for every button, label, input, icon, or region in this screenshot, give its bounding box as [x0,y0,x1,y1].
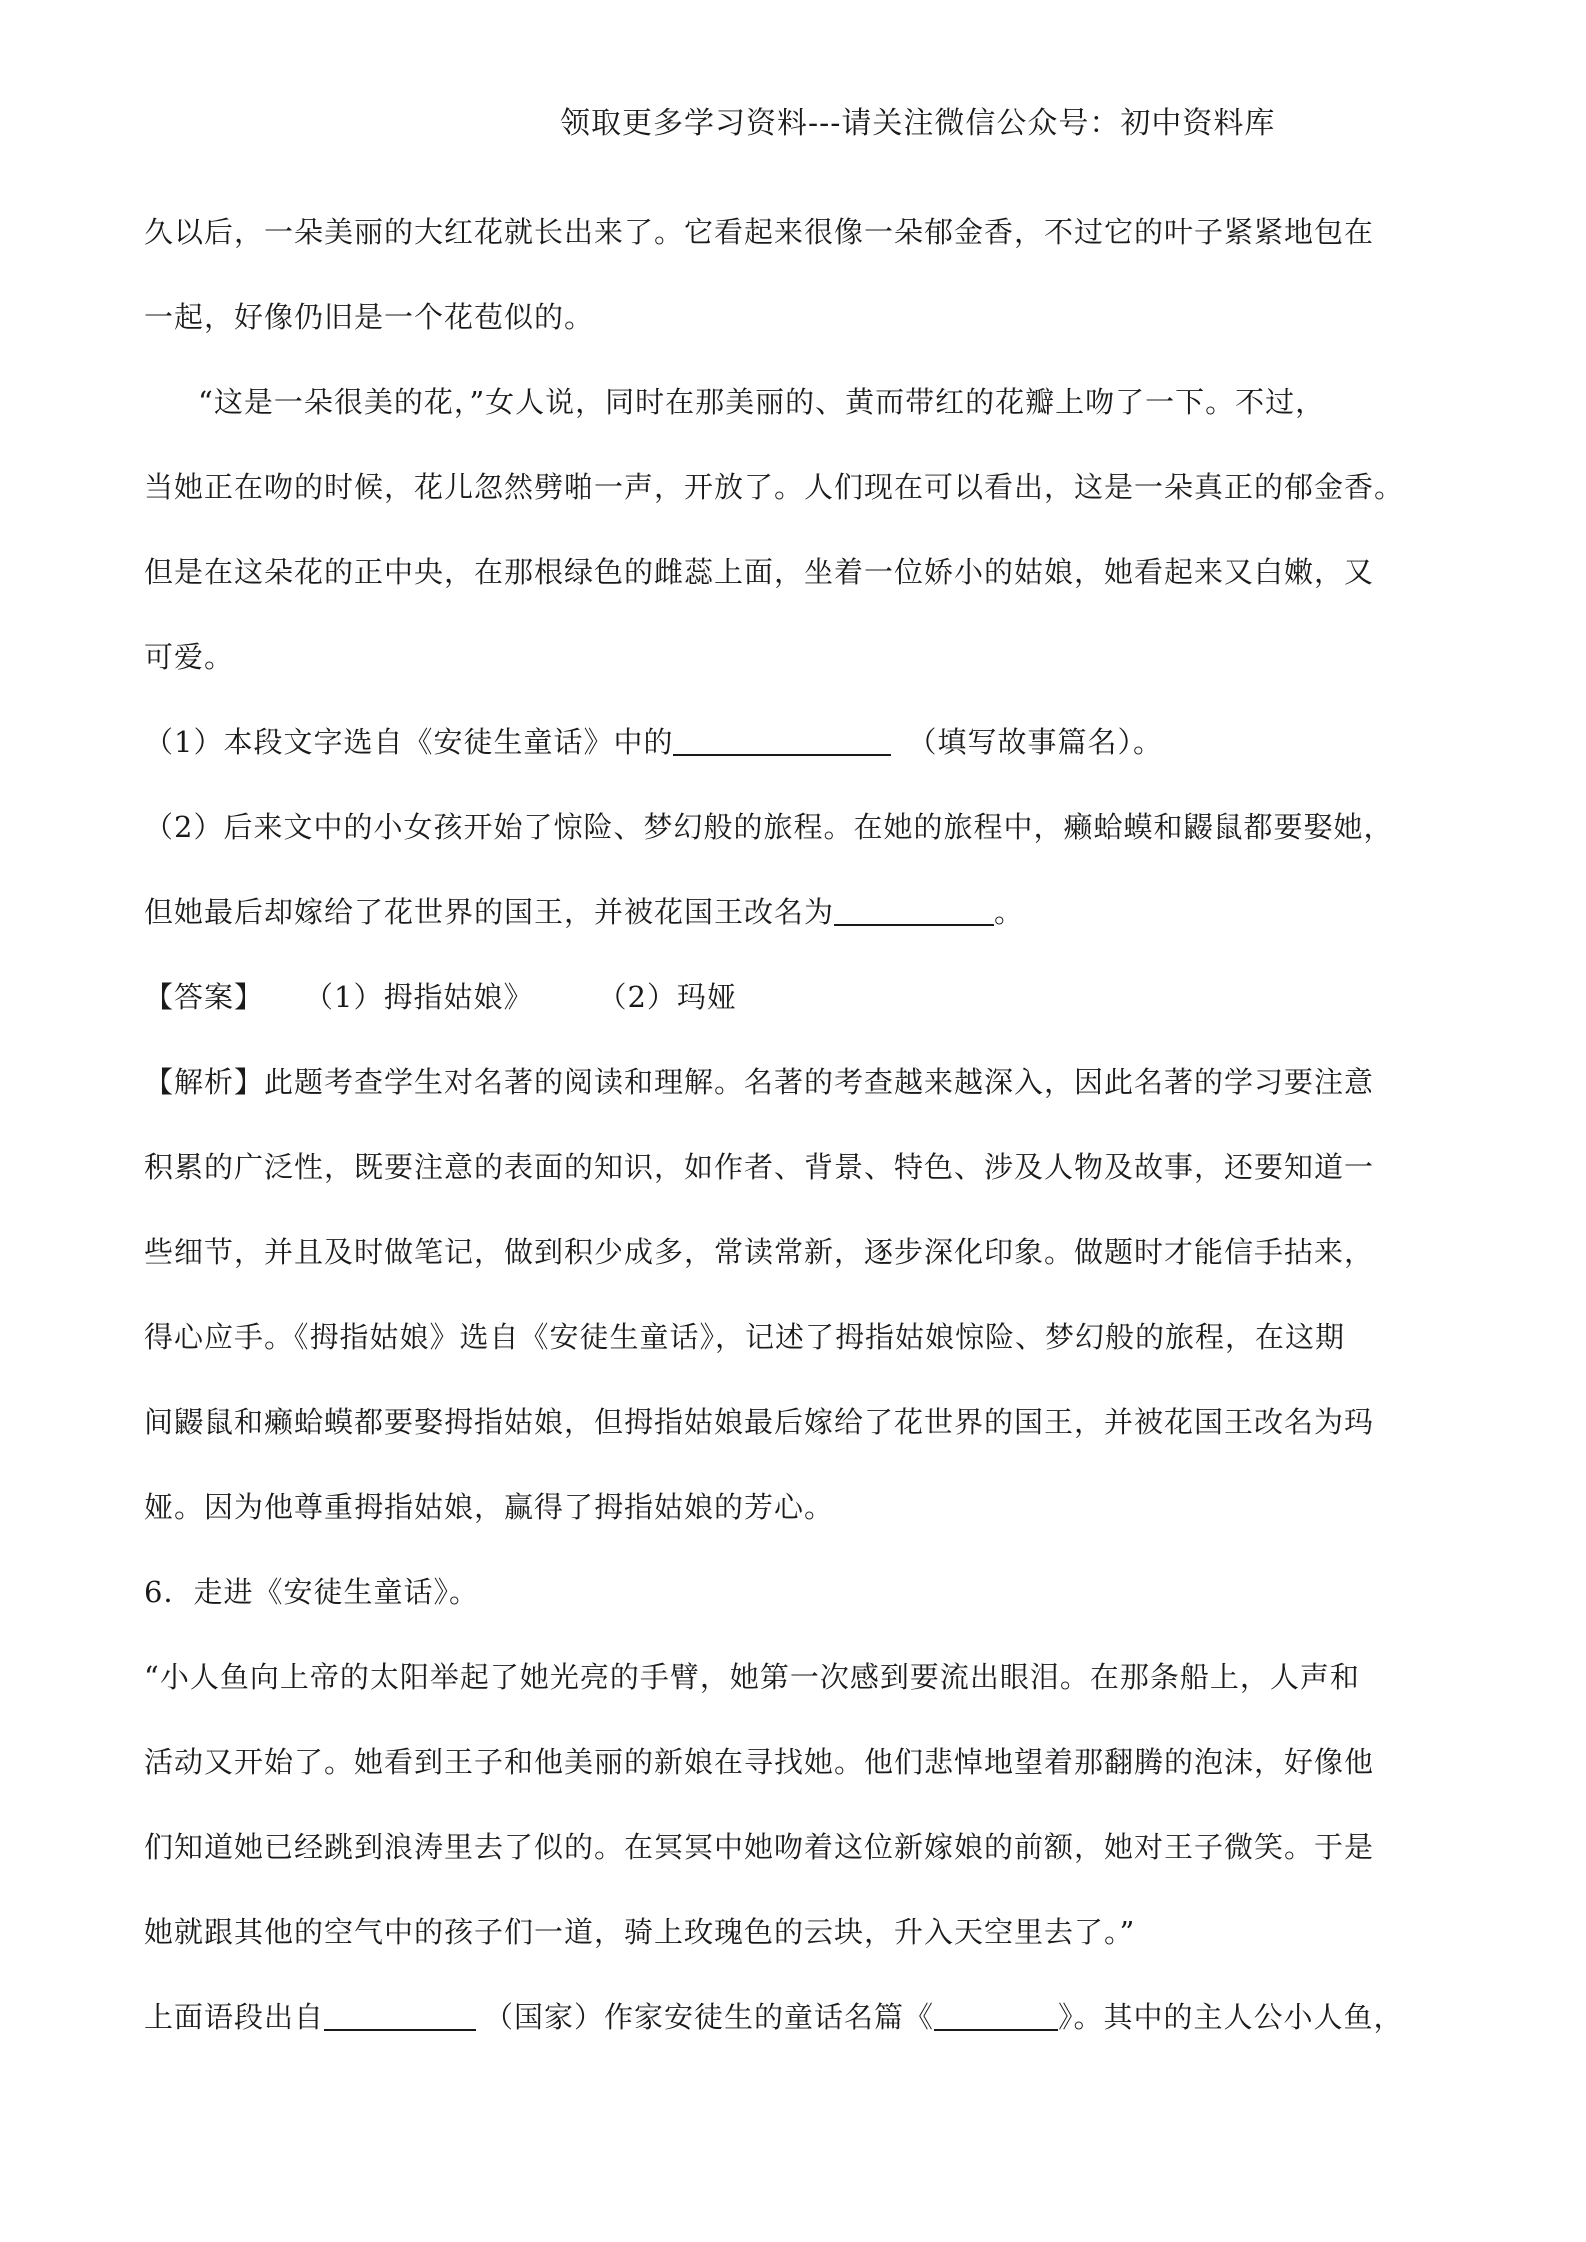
answer-1: （1）拇指姑娘》 [304,980,534,1014]
question-1-hint: （填写故事篇名）。 [907,725,1163,759]
question-1 [144,722,1454,762]
question-2-end: 。 [994,895,1025,929]
passage-line: 久以后，一朵美丽的大红花就长出来了。它看起来很像一朵郁金香，不过它的叶子紧紧地包在 [144,215,1375,249]
answer-blank-country[interactable] [324,1999,476,2031]
analysis-line: 【解析】此题考查学生对名著的阅读和理解。名著的考查越来越深入，因此名著的学习要注意 [144,1065,1375,1099]
question-6-title: 6．走进《安徒生童话》。 [144,1575,479,1609]
quote-line: 她就跟其他的空气中的孩子们一道，骑上玫瑰色的云块，升入天空里去了。” [144,1915,1136,1949]
question-2 [144,892,1454,932]
answer-label: 【答案】 [144,980,265,1014]
analysis-line: 得心应手。《拇指姑娘》选自《安徒生童话》，记述了拇指姑娘惊险、梦幻般的旅程，在这期 [144,1320,1346,1354]
question-6-text-c: 》。其中的主人公小人鱼， [1058,2000,1404,2034]
page-header: 领取更多学习资料---请关注微信公众号：初中资料库 [560,106,1276,141]
quote-line: 们知道她已经跳到浪涛里去了似的。在冥冥中她吻着这位新嫁娘的前额，她对王子微笑。于是 [144,1830,1375,1864]
question-2-text: 但她最后却嫁给了花世界的国王，并被花国王改名为 [144,895,835,929]
analysis-line: 间鼹鼠和癞蛤蟆都要娶拇指姑娘，但拇指姑娘最后嫁给了花世界的国王，并被花国王改名为玛 [144,1405,1375,1439]
question-2-line: （2）后来文中的小女孩开始了惊险、梦幻般的旅程。在她的旅程中，癞蛤蟆和鼹鼠都要娶她， [144,810,1394,844]
answer-2: （2）玛娅 [597,980,737,1014]
passage-line: 但是在这朵花的正中央，在那根绿色的雌蕊上面，坐着一位娇小的姑娘，她看起来又白嫩，又 [144,555,1375,589]
passage-line: 可爱。 [144,640,235,674]
question-6-text-a: 上面语段出自 [144,2000,325,2034]
question-6-text-b: （国家）作家安徒生的童话名篇《 [484,2000,935,2034]
quote-line: 活动又开始了。她看到王子和他美丽的新娘在寻找她。他们悲悼地望着那翻腾的泡沫，好像他 [144,1745,1375,1779]
answer-line [144,977,1454,1017]
answer-blank[interactable] [834,894,994,926]
answer-blank[interactable] [673,724,891,756]
passage-line: 一起，好像仍旧是一个花苞似的。 [144,300,595,334]
analysis-line: 些细节，并且及时做笔记，做到积少成多，常读常新，逐步深化印象。做题时才能信手拈来， [144,1235,1375,1269]
question-1-text: （1）本段文字选自《安徒生童话》中的 [144,725,674,759]
answer-blank-title[interactable] [934,1999,1058,2031]
question-6-fill [144,1997,1454,2037]
quote-line: “小人鱼向上帝的太阳举起了她光亮的手臂，她第一次感到要流出眼泪。在那条船上，人声和 [144,1660,1360,1694]
analysis-line: 娅。因为他尊重拇指姑娘，赢得了拇指姑娘的芳心。 [144,1490,835,1524]
passage-line: 当她正在吻的时候，花儿忽然劈啪一声，开放了。人们现在可以看出，这是一朵真正的郁金香。 [144,470,1405,504]
passage-line: “这是一朵很美的花，”女人说，同时在那美丽的、黄而带红的花瓣上吻了一下。不过， [198,385,1326,419]
analysis-line: 积累的广泛性，既要注意的表面的知识，如作者、背景、特色、涉及人物及故事，还要知道一 [144,1150,1375,1184]
